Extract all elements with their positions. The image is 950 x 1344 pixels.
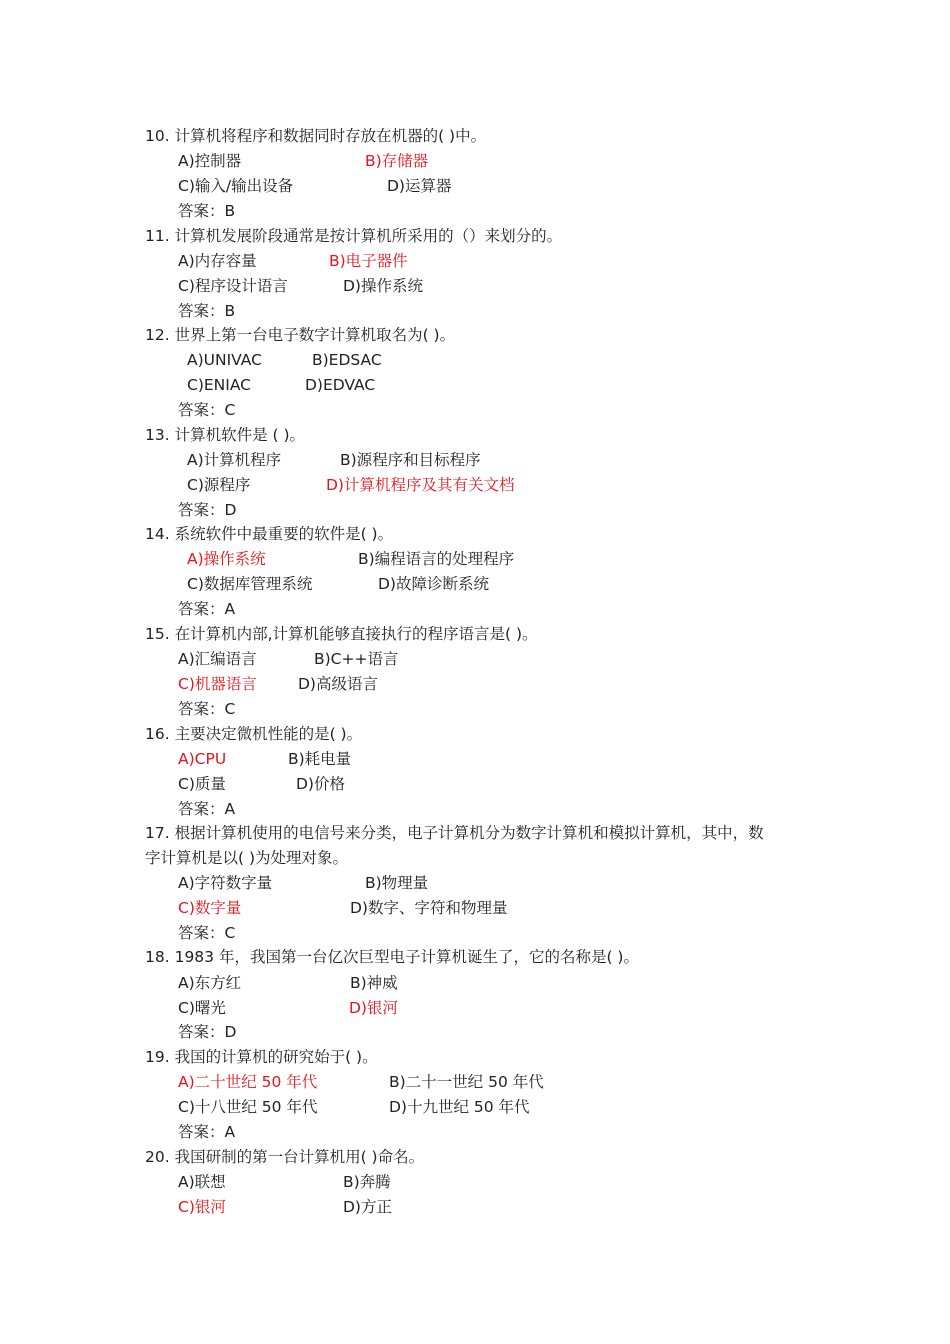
option-16-a-correct: A)CPU xyxy=(178,750,227,768)
option-11-d: D)操作系统 xyxy=(343,277,423,295)
question-stem-20: 20. 我国研制的第一台计算机用( )命名。 xyxy=(145,1148,425,1166)
option-18-b: B)神威 xyxy=(350,974,398,992)
answer-11: 答案：B xyxy=(178,302,236,320)
option-12-a: A)UNIVAC xyxy=(187,351,262,369)
option-13-d-correct: D)计算机程序及其有关文档 xyxy=(326,476,515,494)
option-18-d-correct: D)银河 xyxy=(349,999,398,1017)
option-14-b: B)编程语言的处理程序 xyxy=(358,550,515,568)
question-stem-14: 14. 系统软件中最重要的软件是( )。 xyxy=(145,525,394,543)
option-20-c-correct: C)银河 xyxy=(178,1198,226,1216)
option-13-c: C)源程序 xyxy=(187,476,251,494)
question-stem-11: 11. 计算机发展阶段通常是按计算机所采用的（）来划分的。 xyxy=(145,227,563,245)
question-stem-16: 16. 主要决定微机性能的是( )。 xyxy=(145,725,363,743)
answer-17: 答案：C xyxy=(178,924,236,942)
option-15-a: A)汇编语言 xyxy=(178,650,257,668)
answer-13: 答案：D xyxy=(178,501,237,519)
answer-10: 答案：B xyxy=(178,202,236,220)
option-18-c: C)曙光 xyxy=(178,999,226,1017)
option-17-b: B)物理量 xyxy=(365,874,429,892)
option-15-d: D)高级语言 xyxy=(298,675,378,693)
option-10-c: C)输入/输出设备 xyxy=(178,177,294,195)
option-17-a: A)字符数字量 xyxy=(178,874,273,892)
option-12-b: B)EDSAC xyxy=(312,351,382,369)
option-14-a-correct: A)操作系统 xyxy=(187,550,266,568)
answer-14: 答案：A xyxy=(178,600,236,618)
option-17-d: D)数字、字符和物理量 xyxy=(350,899,508,917)
answer-15: 答案：C xyxy=(178,700,236,718)
option-15-c-correct: C)机器语言 xyxy=(178,675,257,693)
option-11-b-correct: B)电子器件 xyxy=(329,252,408,270)
option-18-a: A)东方红 xyxy=(178,974,242,992)
option-10-d: D)运算器 xyxy=(387,177,452,195)
option-11-a: A)内存容量 xyxy=(178,252,257,270)
option-12-c: C)ENIAC xyxy=(187,376,251,394)
question-stem-13: 13. 计算机软件是 ( )。 xyxy=(145,426,306,444)
option-19-d: D)十九世纪 50 年代 xyxy=(389,1098,530,1116)
option-20-a: A)联想 xyxy=(178,1173,226,1191)
option-19-b: B)二十一世纪 50 年代 xyxy=(389,1073,544,1091)
option-13-b: B)源程序和目标程序 xyxy=(340,451,481,469)
option-16-b: B)耗电量 xyxy=(288,750,352,768)
answer-12: 答案：C xyxy=(178,401,236,419)
option-11-c: C)程序设计语言 xyxy=(178,277,288,295)
question-stem-17-cont: 字计算机是以( )为处理对象。 xyxy=(145,849,349,867)
option-16-d: D)价格 xyxy=(296,775,345,793)
question-stem-19: 19. 我国的计算机的研究始于( )。 xyxy=(145,1048,378,1066)
question-stem-15: 15. 在计算机内部,计算机能够直接执行的程序语言是( )。 xyxy=(145,625,538,643)
answer-19: 答案：A xyxy=(178,1123,236,1141)
option-13-a: A)计算机程序 xyxy=(187,451,282,469)
option-16-c: C)质量 xyxy=(178,775,226,793)
option-19-c: C)十八世纪 50 年代 xyxy=(178,1098,318,1116)
option-10-b-correct: B)存储器 xyxy=(365,152,429,170)
option-20-b: B)奔腾 xyxy=(343,1173,391,1191)
question-stem-17: 17. 根据计算机使用的电信号来分类，电子计算机分为数字计算机和模拟计算机，其中，数 xyxy=(145,824,764,842)
answer-16: 答案：A xyxy=(178,800,236,818)
question-stem-18: 18. 1983 年，我国第一台亿次巨型电子计算机诞生了，它的名称是( )。 xyxy=(145,948,639,966)
option-20-d: D)方正 xyxy=(343,1198,392,1216)
option-19-a-correct: A)二十世纪 50 年代 xyxy=(178,1073,318,1091)
option-12-d: D)EDVAC xyxy=(305,376,376,394)
option-17-c-correct: C)数字量 xyxy=(178,899,242,917)
question-stem-12: 12. 世界上第一台电子数字计算机取名为( )。 xyxy=(145,326,456,344)
option-15-b: B)C++语言 xyxy=(314,650,399,668)
question-stem-10: 10. 计算机将程序和数据同时存放在机器的( )中。 xyxy=(145,127,487,145)
answer-18: 答案：D xyxy=(178,1023,237,1041)
option-10-a: A)控制器 xyxy=(178,152,242,170)
option-14-d: D)故障诊断系统 xyxy=(378,575,489,593)
option-14-c: C)数据库管理系统 xyxy=(187,575,313,593)
